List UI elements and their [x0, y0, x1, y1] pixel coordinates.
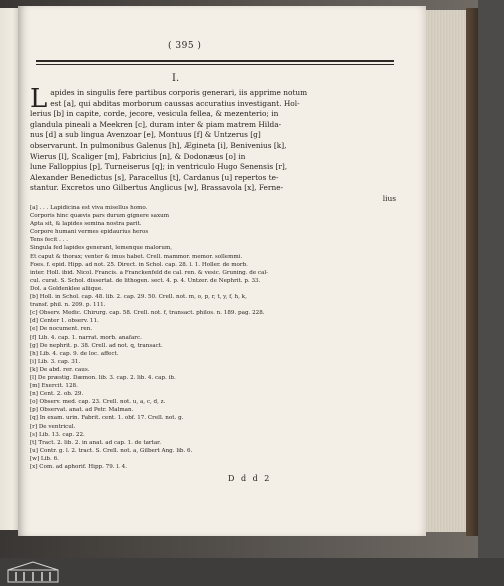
footnote-line: Foes. f. epid. Hipp. ad not. 25. Direct. in Schol. cap. 28. l. 1. Holler. de morb. — [30, 261, 248, 268]
footnote-line: [w] Lib. 6. — [30, 455, 59, 462]
footnote-line: [d] Center 1. observ. 11. — [30, 318, 99, 325]
footnote-line: Corpore humani vermes epidaurius heros — [30, 229, 149, 236]
main-text-line: observarunt. In pulmonibus Galenus [h], Ægineta [i], Benivenius [k], — [30, 140, 287, 150]
section-numeral: I. — [172, 73, 180, 84]
main-text-line: Wierus [l], Scaliger [m], Fabricius [n], & Dodonæus [o] in — [30, 151, 246, 161]
viewer-footer — [0, 558, 504, 586]
page-number: ( 395 ) — [168, 41, 202, 51]
main-text-line: glandula pineali a Meekren [c], duram inter & piam matrem Hilda- — [30, 119, 282, 129]
header-rule-thin — [36, 64, 394, 65]
main-text-line: lune Falloppius [p], Turneiserus [q]; in ventriculo Hugo Senensis [r], — [30, 162, 288, 172]
footnote-line: [k] De abd. rer. caus. — [30, 366, 90, 373]
main-text-line: apides in singulis fere partibus corporis generari, iis apprime notum — [50, 88, 308, 97]
footnote-line: Corporis hinc quævis pars durum gignere saxum — [30, 213, 169, 220]
footnote-line: [c] Observ. Medic. Chirurg. cap. 58. Crell. not. f, transact. philos. n. 189. pag. 228. — [30, 310, 265, 317]
footnote-line: [i] Lib. 3. cap. 31. — [30, 358, 81, 365]
footnote-line: [a] . . . Lapidicina est viva misellus homo. — [30, 205, 148, 211]
footnote-line: [g] De nephrit. p. 38. Crell. ad not. q, transact. — [30, 342, 163, 349]
footnote-line: [x] Com. ad aphorif. Hipp. 79. l. 4. — [30, 464, 128, 470]
footnote-line: [h] Lib. 4. cap. 9. de loc. affect. — [30, 350, 119, 357]
background-strip — [478, 0, 504, 558]
drop-cap: L — [30, 84, 48, 114]
main-text-line: lius — [382, 193, 396, 203]
main-text-line: stantur. Excretos uno Gilbertus Anglicus [w], Brassavola [x], Ferne- — [30, 183, 284, 193]
footnote-line: [f] Lib. 4. cap. 1. narrat. morb. anafarc. — [30, 334, 142, 341]
footnote-line: Dol. a Goldenklee aliique. — [30, 285, 103, 292]
footnote-line: Apta sit, & lapides semina nostra parit. — [30, 221, 142, 228]
left-page-edge — [0, 8, 18, 530]
footnote-line: transf. phil. n. 209. p. 111. — [30, 302, 106, 309]
page-edges — [426, 10, 466, 532]
footnote-line: [b] Holl. in Schol. cap. 48. lib. 2. cap. 29. 50. Crell. not. m, o, p, r, t, y, f, h, k, — [30, 294, 247, 301]
library-logo-icon — [6, 560, 60, 584]
footnote-line: [p] Observat. anat. ad Petr. Malman. — [30, 407, 134, 414]
footnote-line: cul. curat. S. Schol. dissertat. de lithogen. sect. 4. p. 4. Untzer. de Nephrit. p. 33. — [30, 277, 261, 284]
footnotes — [30, 204, 396, 471]
main-text-line: lerius [b] in capite, corde, jecore, vesicula fellea, & mezenterio; in — [30, 109, 279, 119]
footnote-line: [t] Tract. 2. lib. 2. in anat. ad cap. 1. de tartar. — [30, 439, 162, 446]
footnote-line: [n] Cent. 2. ob. 29. — [30, 391, 84, 398]
footnote-line: Tens fecit . . . — [30, 237, 69, 244]
main-paragraph — [30, 84, 396, 205]
footnote-line: Singula fed lapides generant, lemenque malorum, — [30, 245, 173, 252]
main-text-line: est [a], qui abditas morborum caussas accuratius investigant. Hol- — [50, 98, 300, 108]
signature-mark: D d d 2 — [228, 474, 272, 483]
main-text-line: nus [d] a sub lingua Avenzoar [e], Montuus [f] & Untzerus [g] — [30, 130, 261, 140]
footnote-line: [r] De ventricul. — [30, 423, 76, 430]
footnote-line: [s] Lib. 13. cap. 22. — [30, 431, 85, 438]
main-text-line: Alexander Benedictus [s], Paracellus [t], Cardanus [u] repertos te- — [30, 172, 279, 182]
footnote-line: [o] Observ. med. cap. 23. Crell. not. u, a, c, d, z. — [30, 399, 166, 406]
cover-edge — [466, 8, 478, 536]
footnote-line: Et caput & thorax; venter & imus habet. Crell. mammor. memor. sollemmi. — [30, 253, 243, 260]
footnote-line: [l] De præstig. Dæmon. lib. 3. cap. 2. lib. 4. cap. ib. — [30, 374, 176, 381]
footnote-line: [m] Exercit. 128. — [30, 383, 78, 390]
footnote-line: [q] In exam. urin. Fabrit. cent. 1. obf. 17. Crell. not. g. — [30, 415, 184, 422]
header-rule — [36, 60, 394, 62]
footnote-line: [u] Contr. g. l. 2. tract. S. Crell. not. a, Gilbert Ang. lib. 6. — [30, 447, 193, 454]
footnote-line: inter. Holl. ibid. Nicol. Francis. a Franckenfeld de cal. ren. & vesic. Gruning. de cal- — [30, 269, 269, 276]
footnote-line: [e] De nocument. ren. — [30, 326, 93, 333]
